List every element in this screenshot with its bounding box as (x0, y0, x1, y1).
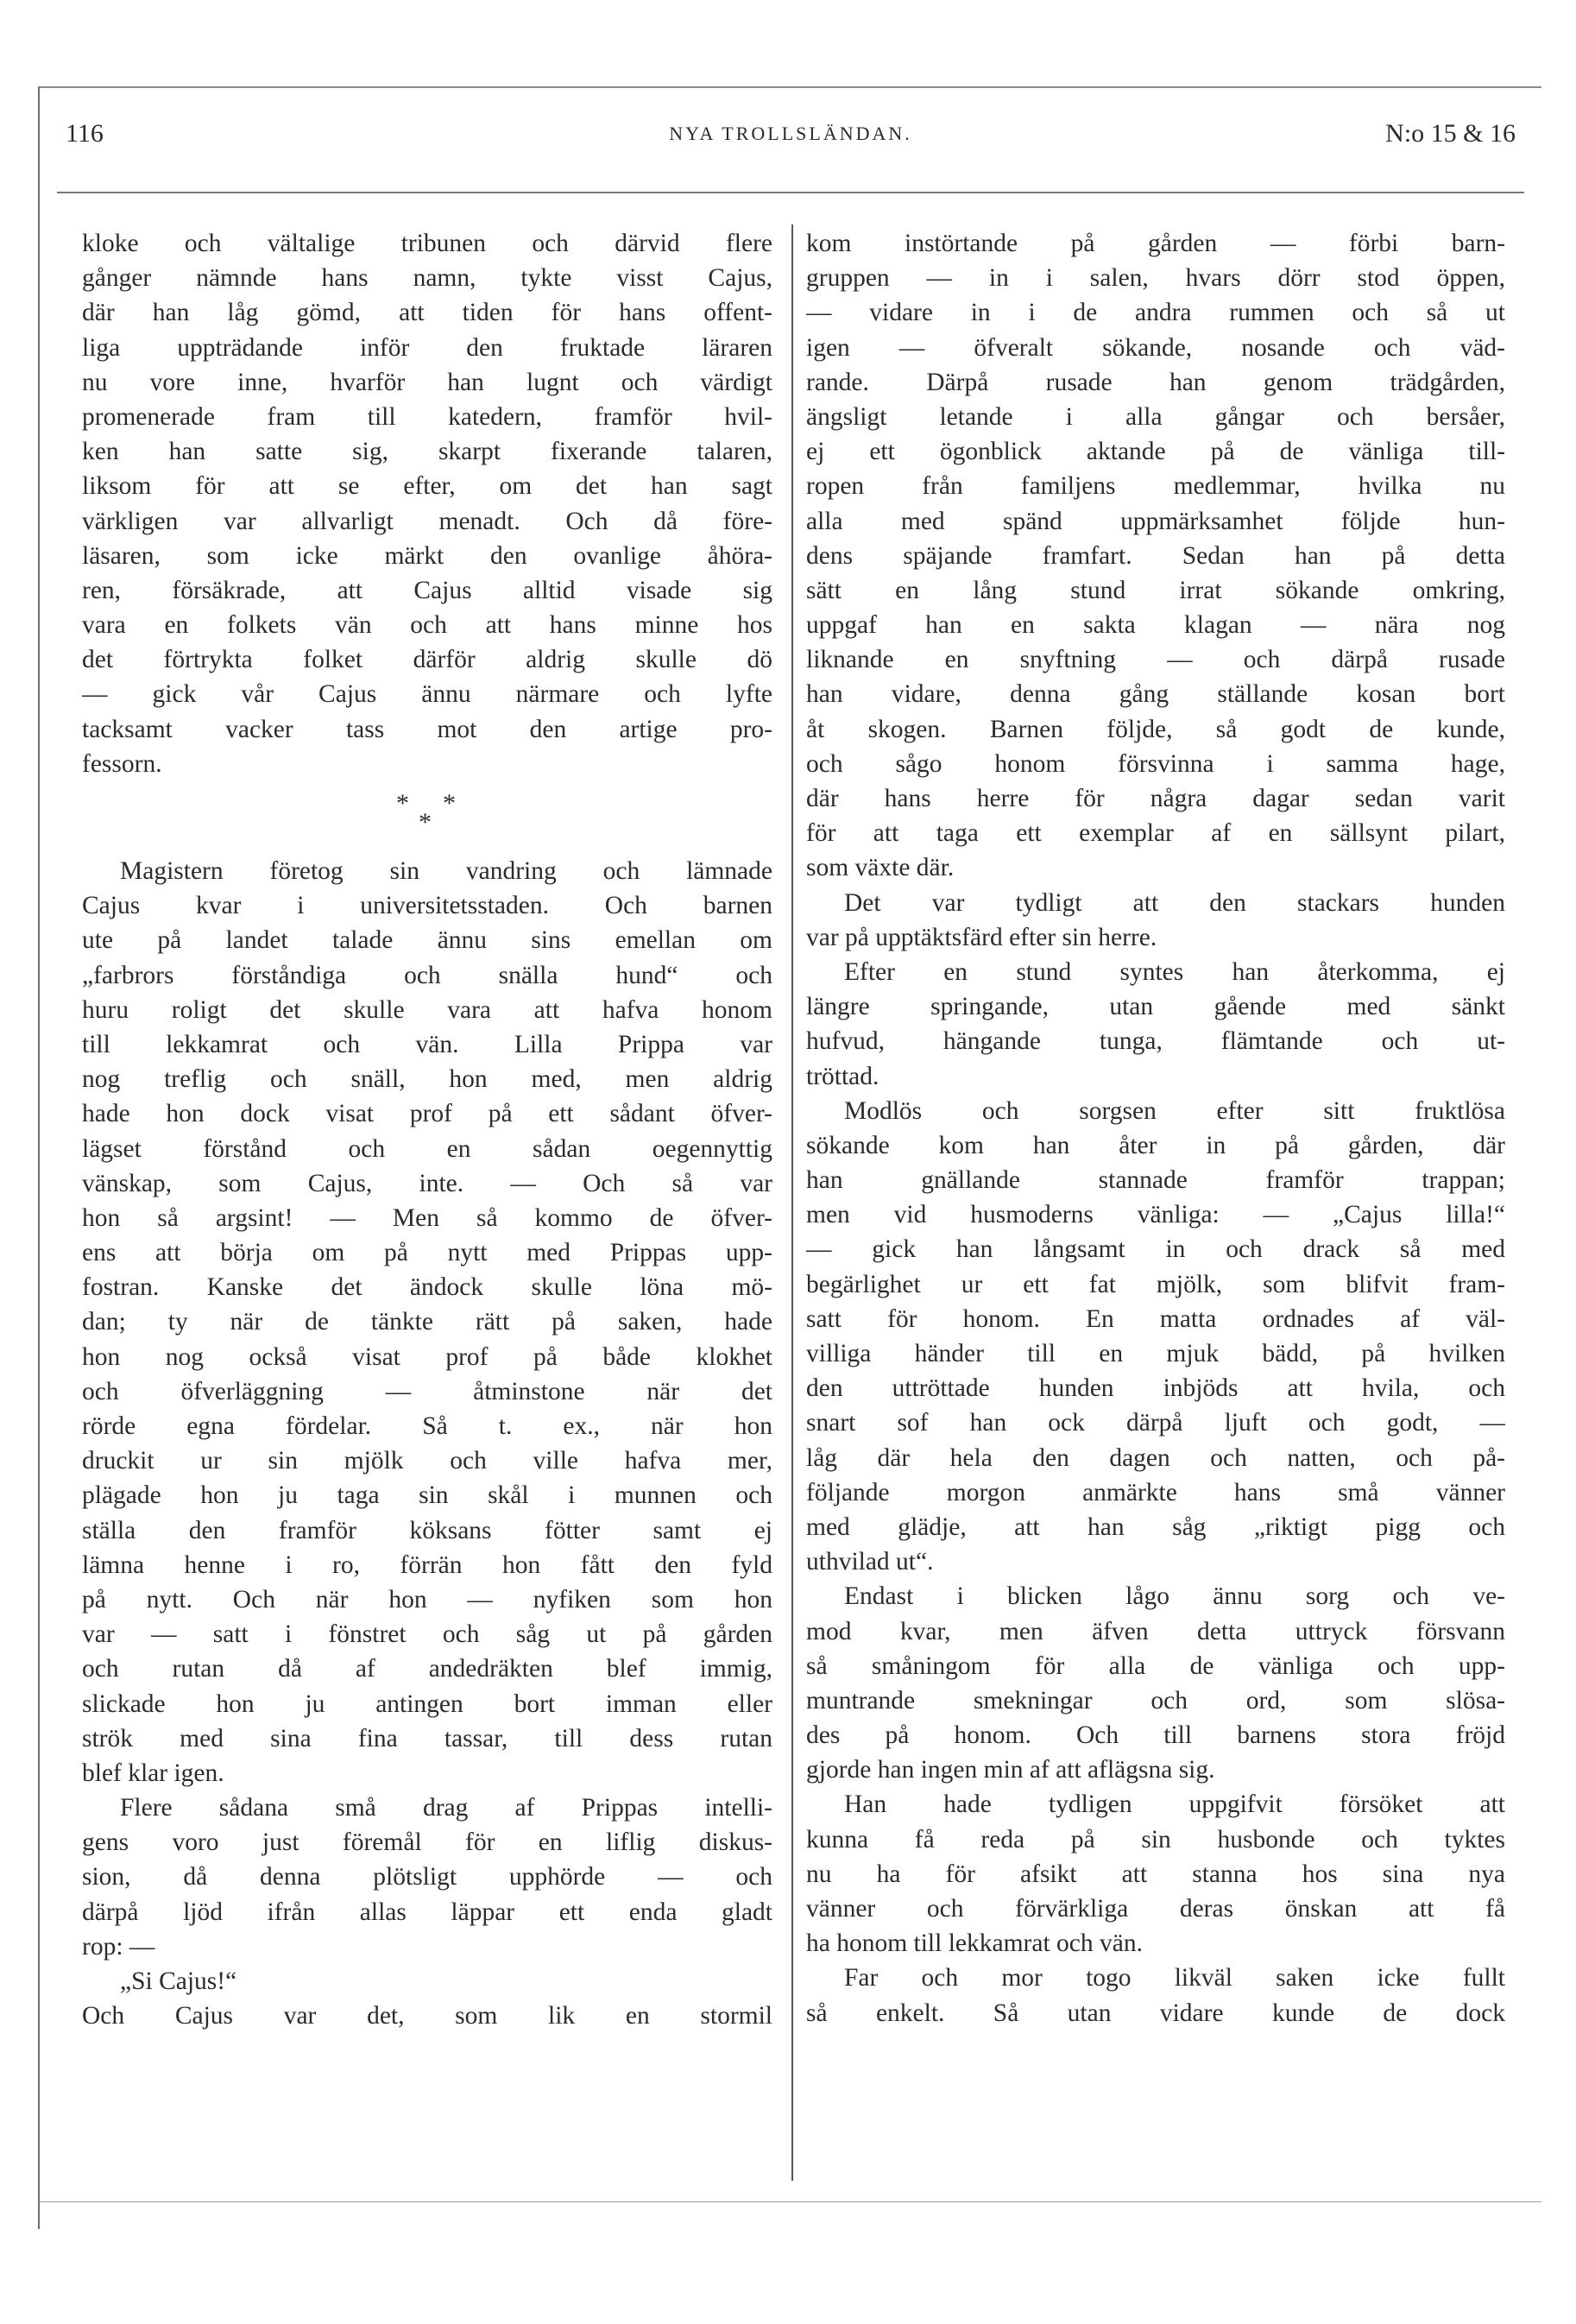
asterism-star: * (443, 789, 456, 818)
text-line: där hans herre för några dagar sedan varit (806, 785, 1505, 812)
text-line: satt för honom. En matta ordnades af väl- (806, 1304, 1505, 1333)
text-line: snart sof han ock därpå ljuft och godt, — (806, 1409, 1505, 1437)
text-line: mod kvar, men äfven detta uttryck försvann (806, 1617, 1505, 1645)
text-line: uthvilad ut“. (806, 1548, 934, 1576)
asterism-star: * (419, 808, 432, 837)
text-line: fostran. Kanske det ändock skulle löna mö- (82, 1273, 772, 1302)
text-line: hon så argsint! — Men så kommo de öfver- (82, 1203, 772, 1232)
text-line: lägset förstånd och en sådan oegennyttig (82, 1134, 772, 1163)
text-line: — vidare in i de andra rummen och så ut (806, 299, 1505, 327)
section-asterism (82, 781, 772, 854)
text-line: „Si Cajus!“ (120, 1967, 237, 1995)
text-line: sätt en lång stund irrat sökande omkring, (806, 576, 1505, 604)
text-line: som växte där. (806, 854, 955, 882)
text-line: så enkelt. Så utan vidare kunde de dock (806, 1999, 1505, 2027)
text-line: var — satt i fönstret och såg ut på gården (82, 1620, 772, 1649)
text-line: det förtrykta folket därför aldrig skulle dö (82, 646, 772, 674)
footer-rule (40, 2201, 1541, 2202)
text-line: ha honom till lekkamrat och vän. (806, 1929, 1143, 1958)
text-line: med glädje, att han såg „riktigt pigg och (806, 1512, 1505, 1541)
text-line: gånger nämnde hans namn, tykte visst Cajus, (82, 264, 772, 293)
text-line: liksom för att se efter, om det han sagt (82, 472, 772, 501)
text-line: rörde egna fördelar. Så t. ex., när hon (82, 1412, 772, 1440)
text-line: var på upptäktsfärd efter sin herre. (806, 923, 1157, 951)
text-line: ute på landet talade ännu sins emellan om (82, 926, 772, 955)
text-line: sökande kom han åter in på gården, där (806, 1131, 1505, 1159)
text-line: nog treflig och snäll, hon med, men aldrig (82, 1065, 772, 1094)
page-sheet (38, 86, 1541, 2229)
text-line: liknande en snyftning — och därpå rusade (806, 646, 1505, 674)
text-line: Modlös och sorgsen efter sitt fruktlösa (844, 1096, 1505, 1125)
text-line: låg där hela den dagen och natten, och på- (806, 1443, 1505, 1472)
text-line: följande morgon anmärkte hans små vänner (806, 1478, 1505, 1506)
text-line: Flere sådana små drag af Prippas intelli- (120, 1794, 772, 1822)
text-line: fessorn. (82, 749, 162, 778)
text-line: igen — öfveralt sökande, nosande och väd- (806, 333, 1505, 362)
right-column (806, 226, 1505, 2030)
text-line: läsaren, som icke märkt den ovanlige åhöra- (82, 541, 772, 570)
text-line: — gick han långsamt in och drack så med (806, 1235, 1505, 1264)
text-line: Far och mor togo likväl saken icke fullt (844, 1964, 1505, 1992)
text-line: rande. Därpå rusade han genom trädgården, (806, 368, 1505, 396)
journal-title: NYA TROLLSLÄNDAN. (669, 123, 912, 144)
text-line: han gnällande stannade framför trappan; (806, 1166, 1505, 1195)
text-line: ej ett ögonblick aktande på de vänliga till- (806, 438, 1505, 466)
text-line: ställa den framför köksans fötter samt ej (82, 1516, 772, 1544)
text-line: tacksamt vacker tass mot den artige pro- (82, 715, 772, 743)
text-line: längre springande, utan gående med sänkt (806, 993, 1505, 1021)
text-line: kloke och vältalige tribunen och därvid flere (82, 230, 772, 257)
text-line: kom instörtande på gården — förbi barn- (806, 230, 1505, 257)
text-line: Han hade tydligen uppgifvit försöket att (844, 1790, 1505, 1819)
text-line: ren, försäkrade, att Cajus alltid visade sig (82, 576, 772, 604)
text-line: värkligen var allvarligt menadt. Och då före- (82, 507, 772, 535)
text-line: Det var tydligt att den stackars hunden (844, 888, 1505, 917)
text-line: vänner och förvärkliga deras önskan att få (806, 1895, 1505, 1923)
text-line: gruppen — in i salen, hvars dörr stod öppen, (806, 264, 1505, 293)
text-line: Cajus kvar i universitetsstaden. Och barnen (82, 892, 772, 920)
text-line: tröttad. (806, 1062, 879, 1090)
page-number: 116 (66, 119, 104, 148)
issue-number: N:o 15 & 16 (1385, 119, 1516, 148)
text-line: huru roligt det skulle vara att hafva honom (82, 995, 772, 1024)
text-line: gens voro just föremål för en liflig diskus- (82, 1828, 772, 1857)
text-line: på nytt. Och när hon — nyfiken som hon (82, 1585, 772, 1614)
text-line: lämna henne i ro, förrän hon fått den fyld (82, 1550, 772, 1579)
text-line: ängsligt letande i alla gångar och bersåer, (806, 402, 1505, 431)
text-line: blef klar igen. (82, 1759, 224, 1787)
text-line: des på honom. Och till barnens stora fröjd (806, 1721, 1505, 1750)
text-line: och öfverläggning — åtminstone när det (82, 1377, 772, 1405)
text-line: muntrande smekningar och ord, som slösa- (806, 1686, 1505, 1715)
text-line: alla med spänd uppmärksamhet följde hun- (806, 507, 1505, 535)
text-line: gjorde han ingen min af att aflägsna sig. (806, 1756, 1215, 1784)
text-line: dan; ty när de tänkte rätt på saken, hade (82, 1308, 772, 1336)
header-rule (57, 192, 1524, 193)
running-head (66, 119, 1516, 157)
text-line: åt skogen. Barnen följde, så godt de kunde, (806, 715, 1505, 743)
text-line: men vid husmoderns vänliga: — „Cajus lilla!“ (806, 1201, 1505, 1229)
column-divider (791, 224, 793, 2181)
text-line: promenerade fram till katedern, framför hvil- (82, 402, 772, 431)
text-line: och sågo honom försvinna i samma hage, (806, 749, 1505, 778)
text-line: nu vore inne, hvarför han lugnt och värdigt (82, 368, 772, 396)
text-line: plägade hon ju taga sin skål i munnen och (82, 1481, 772, 1510)
text-line: Och Cajus var det, som lik en stormil (82, 2002, 772, 2030)
text-line: ens att börja om på nytt med Prippas upp- (82, 1239, 772, 1267)
asterism-star: * (396, 789, 409, 818)
text-line: Endast i blicken lågo ännu sorg och ve- (844, 1582, 1505, 1611)
text-line: hade hon dock visat prof på ett sådant öfver- (82, 1100, 772, 1128)
text-line: ropen från familjens medlemmar, hvilka nu (806, 472, 1505, 501)
text-line: hufvud, hängande tunga, flämtande och ut- (806, 1027, 1505, 1056)
left-column (82, 226, 772, 2033)
text-line: „farbrors förståndiga och snälla hund“ och (82, 961, 772, 989)
text-line: villiga händer till en mjuk bädd, på hvilken (806, 1340, 1505, 1367)
text-line: liga uppträdande inför den fruktade läraren (82, 333, 772, 362)
text-line: där han låg gömd, att tiden för hans offent- (82, 299, 772, 327)
text-line: rop: — (82, 1932, 155, 1961)
text-line: han vidare, denna gång ställande kosan bort (806, 680, 1505, 709)
text-line: den uttröttade hunden inbjöds att hvila, och (806, 1374, 1505, 1403)
text-line: nu ha för afsikt att stanna hos sina nya (806, 1860, 1505, 1888)
text-line: och rutan då af andedräkten blef immig, (82, 1655, 772, 1683)
text-line: för att taga ett exemplar af en sällsynt pilart, (806, 819, 1505, 848)
text-line: till lekkamrat och vän. Lilla Prippa var (82, 1030, 772, 1058)
text-line: begärlighet ur ett fat mjölk, som blifvit fram- (806, 1270, 1505, 1298)
text-line: kunna få reda på sin husbonde och tyktes (806, 1825, 1505, 1854)
text-line: vara en folkets vän och att hans minne hos (82, 611, 772, 640)
text-line: Efter en stund syntes han återkomma, ej (844, 957, 1505, 986)
text-line: — gick vår Cajus ännu närmare och lyfte (82, 680, 772, 709)
text-line: dens späjande framfart. Sedan han på detta (806, 541, 1505, 570)
text-line: ken han satte sig, skarpt fixerande talaren, (82, 438, 772, 466)
text-line: hon nog också visat prof på både klokhet (82, 1342, 772, 1371)
text-line: så småningom för alla de vänliga och upp- (806, 1651, 1505, 1680)
text-line: strök med sina fina tassar, till dess rutan (82, 1724, 772, 1752)
text-line: Magistern företog sin vandring och lämnade (120, 857, 772, 885)
text-line: vänskap, som Cajus, inte. — Och så var (82, 1169, 772, 1197)
text-line: slickade hon ju antingen bort imman eller (82, 1689, 772, 1718)
text-line: uppgaf han en sakta klagan — nära nog (806, 611, 1505, 640)
text-line: därpå ljöd ifrån allas läppar ett enda gladt (82, 1898, 772, 1926)
text-line: druckit ur sin mjölk och ville hafva mer, (82, 1447, 772, 1475)
text-line: sion, då denna plötsligt upphörde — och (82, 1863, 772, 1891)
